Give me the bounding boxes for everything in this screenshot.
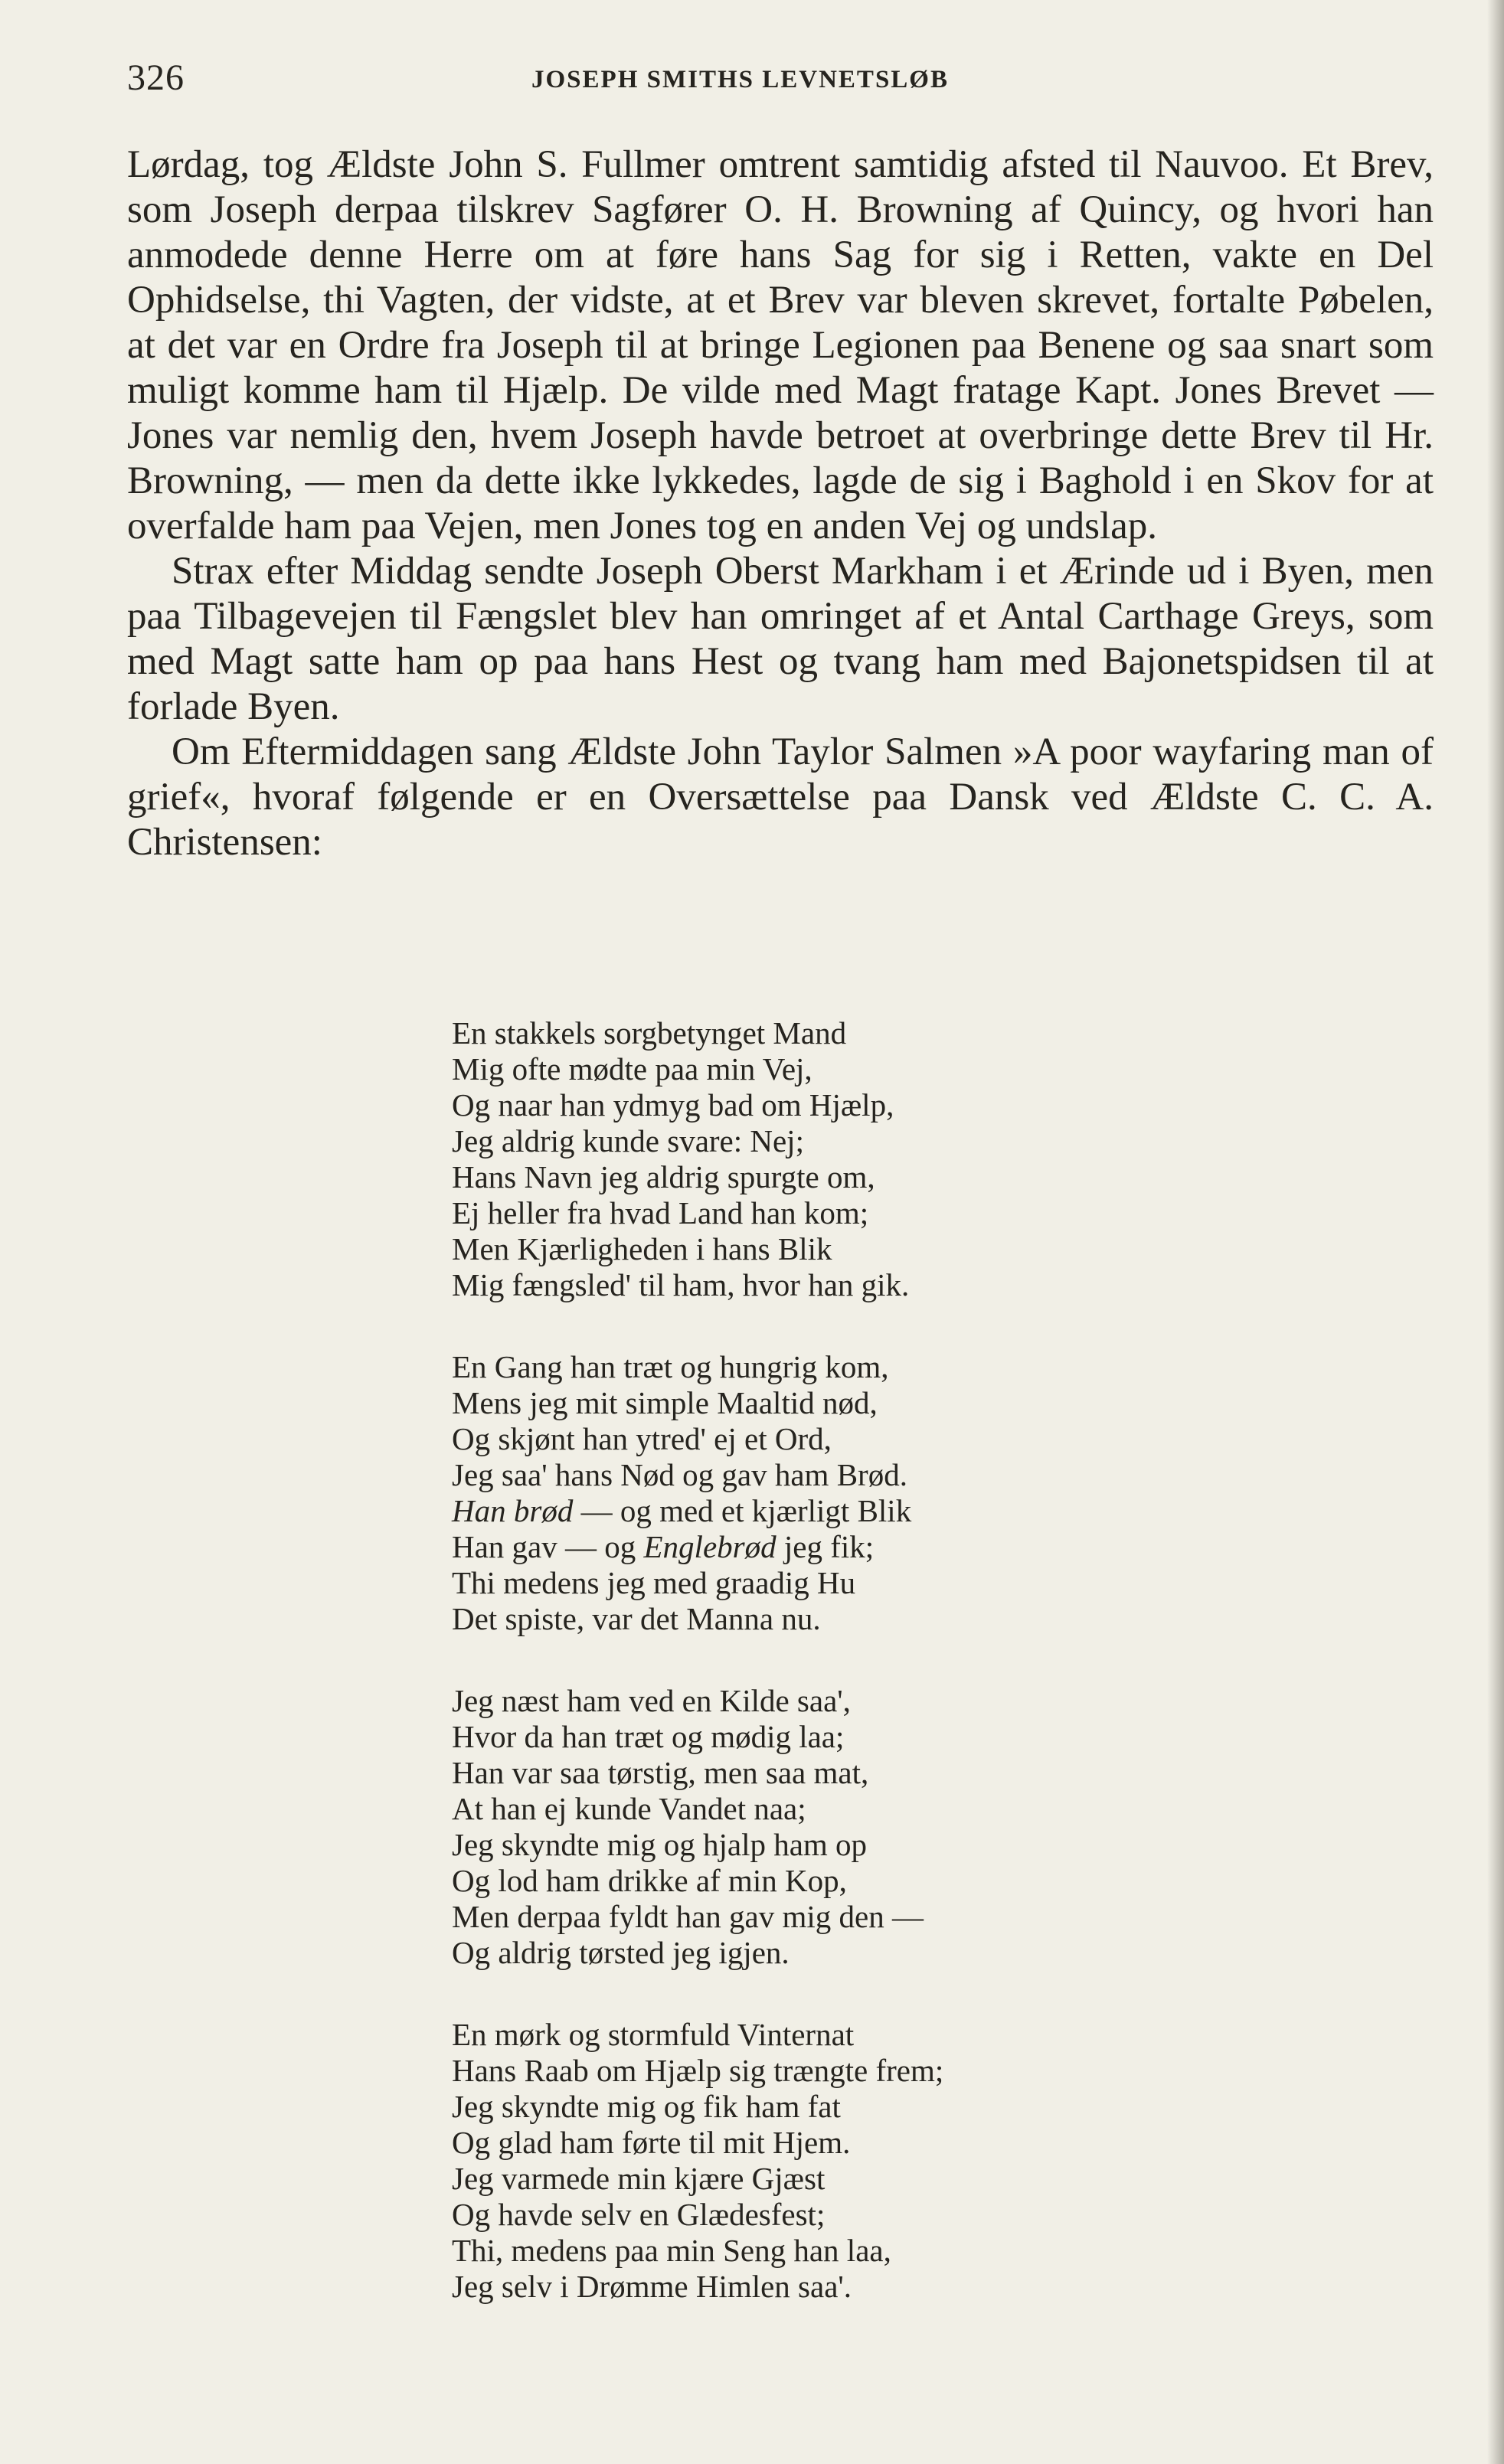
verse-line: Han var saa tørstig, men saa mat,: [452, 1755, 869, 1790]
verse-line: En mørk og stormfuld Vinternat: [452, 2017, 855, 2052]
verse-line: Jeg aldrig kunde svare: Nej;: [452, 1123, 804, 1158]
verse-line: Mig ofte mødte paa min Vej,: [452, 1051, 812, 1087]
verse-line: Jeg skyndte mig og fik ham fat: [452, 2089, 841, 2124]
verse-line: Hvor da han træt og mødig laa;: [452, 1719, 845, 1754]
italic-text: Han brød: [452, 1493, 574, 1528]
paragraph-2: Strax efter Middag sendte Joseph Oberst Markham i et Ærinde ud i Byen, men paa Tilbagevejen til Fængslet blev han omringet af et Antal Carthage Greys, som med Magt satte ham op paa hans Hest og tvang ham med Bajonetspidsen til at forlade Byen.: [127, 550, 1434, 728]
verse-line: En Gang han træt og hungrig kom,: [452, 1349, 889, 1384]
verse-line: En stakkels sorgbetynget Mand: [452, 1015, 847, 1051]
verse-line: Jeg skyndte mig og hjalp ham op: [452, 1827, 868, 1862]
verse-line: Jeg næst ham ved en Kilde saa',: [452, 1683, 851, 1718]
stanza-2: [452, 1349, 1447, 1637]
verse-line: Men Kjærligheden i hans Blik: [452, 1231, 832, 1266]
verse-text: jeg fik;: [776, 1529, 875, 1564]
verse-line: Og aldrig tørsted jeg igjen.: [452, 1935, 790, 1970]
running-head: JOSEPH SMITHS LEVNETSLØB: [531, 66, 949, 93]
page-number: 326: [127, 57, 185, 98]
stanza-1: [452, 1015, 1447, 1303]
verse-line: Hans Raab om Hjælp sig trængte frem;: [452, 2053, 944, 2088]
verse-line: Ej heller fra hvad Land han kom;: [452, 1195, 869, 1230]
verse-line: At han ej kunde Vandet naa;: [452, 1791, 806, 1826]
verse-line: Mens jeg mit simple Maaltid nød,: [452, 1385, 878, 1420]
verse-line: [452, 1529, 1447, 1565]
verse-text: Han gav — og: [452, 1529, 644, 1564]
verse-line: Og havde selv en Glædesfest;: [452, 2197, 826, 2232]
verse-line: Jeg saa' hans Nød og gav ham Brød.: [452, 1457, 907, 1492]
verse-line: Thi, medens paa min Seng han laa,: [452, 2233, 891, 2268]
verse-line: Men derpaa fyldt han gav mig den —: [452, 1899, 924, 1934]
verse-line: Det spiste, var det Manna nu.: [452, 1601, 821, 1636]
verse-line: Og lod ham drikke af min Kop,: [452, 1863, 847, 1898]
paragraph-3: Om Eftermiddagen sang Ældste John Taylor Salmen »A poor wayfaring man of grief«, hvoraf følgende er en Oversættelse paa Dansk ved Ældste C. C. A. Christensen:: [127, 730, 1434, 864]
prose-text: [127, 142, 1434, 865]
page-header: [127, 57, 1434, 103]
verse-line: Hans Navn jeg aldrig spurgte om,: [452, 1159, 875, 1194]
verse-line: Og naar han ydmyg bad om Hjælp,: [452, 1087, 894, 1123]
italic-text: Englebrød: [643, 1529, 777, 1564]
stanza-4: [452, 2017, 1447, 2305]
stanza-3: [452, 1683, 1447, 1971]
hymn-translation: [452, 1015, 1447, 2351]
verse-line: Og skjønt han ytred' ej et Ord,: [452, 1421, 832, 1456]
verse-line: Jeg selv i Drømme Himlen saa'.: [452, 2269, 852, 2304]
paragraph-1: Lørdag, tog Ældste John S. Fullmer omtrent samtidig afsted til Nauvoo. Et Brev, som Joseph derpaa tilskrev Sagfører O. H. Browning af Quincy, og hvori han anmodede denne Herre om at føre hans Sag for sig i Retten, vakte en Del Ophidselse, thi Vagten, der vidste, at et Brev var bleven skrevet, fortalte Pøbelen, at det var en Ordre fra Joseph til at bringe Legionen paa Benene og saa snart som muligt komme ham til Hjælp. De vilde med Magt fratage Kapt. Jones Brevet — Jones var nemlig den, hvem Joseph havde betroet at overbringe dette Brev til Hr. Browning, — men da dette ikke lykkedes, lagde de sig i Baghold i en Skov for at overfalde ham paa Vejen, men Jones tog en anden Vej og undslap.: [127, 143, 1434, 547]
page-edge-shadow: [1487, 0, 1504, 2464]
verse-line: Mig fængsled' til ham, hvor han gik.: [452, 1267, 910, 1302]
verse-line: [452, 1493, 1447, 1529]
verse-line: Jeg varmede min kjære Gjæst: [452, 2161, 826, 2196]
verse-text: — og med et kjærligt Blik: [573, 1493, 912, 1528]
verse-line: Og glad ham førte til mit Hjem.: [452, 2125, 851, 2160]
verse-line: Thi medens jeg med graadig Hu: [452, 1565, 856, 1600]
